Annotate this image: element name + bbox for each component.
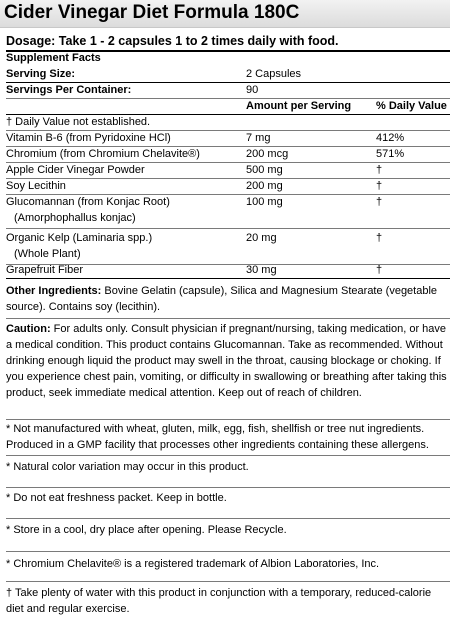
- title-bar: [0, 0, 450, 28]
- ingredient-dv: †: [376, 232, 383, 244]
- divider: [6, 178, 450, 179]
- ingredient-name: Organic Kelp (Laminaria spp.): [6, 232, 153, 244]
- ingredient-amount: 7 mg: [246, 132, 271, 144]
- facts-heading: Supplement Facts: [6, 52, 101, 64]
- ingredient-amount: 200 mg: [246, 180, 283, 192]
- ingredient-amount: 200 mcg: [246, 148, 289, 160]
- serving-size-label: Serving Size:: [6, 68, 76, 80]
- allergen-note: * Not manufactured with wheat, gluten, milk, egg, fish, shellfish or tree nut ingredients. Produced in a GMP facility that processes other ingredients containing these allergens.: [6, 423, 429, 451]
- ingredient-subname: (Amorphophallus konjac): [14, 212, 136, 224]
- caution-text: For adults only. Consult physician if pregnant/nursing, taking medication, or have a medical condition. This product contains Glucomannan. Take as recommended. Without drinking enough liquid the product may swell in the throat, causing blockage or choking. If you experience chest pain, vomiting, or difficulty in swallowing or breathing after taking this product, seek immediate medical attention. Keep out of reach of children.: [6, 323, 447, 399]
- divider: [6, 419, 450, 420]
- ingredient-dv: †: [376, 264, 383, 276]
- trademark-note: * Chromium Chelavite® is a registered trademark of Albion Laboratories, Inc.: [6, 558, 380, 570]
- divider: [6, 130, 450, 131]
- servings-value: 90: [246, 84, 259, 96]
- ingredient-amount: 100 mg: [246, 196, 283, 208]
- caution-block: [6, 321, 448, 401]
- other-ingredients: [6, 283, 448, 315]
- dosage-instructions: Dosage: Take 1 - 2 capsules 1 to 2 times daily with food.: [6, 34, 339, 48]
- divider: [6, 455, 450, 456]
- ingredient-dv: †: [376, 180, 383, 192]
- product-title: Cider Vinegar Diet Formula 180C: [4, 2, 300, 23]
- divider: [6, 114, 450, 115]
- freshness-packet-note: * Do not eat freshness packet. Keep in bottle.: [6, 492, 227, 504]
- divider: [6, 228, 450, 229]
- caution-label: Caution:: [6, 323, 51, 335]
- divider: [6, 82, 450, 83]
- ingredient-dv: †: [376, 164, 383, 176]
- ingredient-name: Chromium (from Chromium Chelavite®): [6, 148, 200, 160]
- ingredient-name: Grapefruit Fiber: [6, 264, 84, 276]
- divider: [6, 98, 450, 99]
- divider: [6, 264, 450, 265]
- ingredient-dv: †: [376, 196, 383, 208]
- ingredient-dv: 571%: [376, 148, 405, 160]
- other-ingredients-label: Other Ingredients:: [6, 285, 102, 297]
- dv-column-header: % Daily Value: [376, 100, 447, 112]
- ingredient-name: Vitamin B-6 (from Pyridoxine HCl): [6, 132, 171, 144]
- divider: [6, 318, 450, 319]
- divider: [6, 162, 450, 163]
- color-variation-note: * Natural color variation may occur in this product.: [6, 461, 249, 473]
- divider: [6, 518, 450, 519]
- serving-size-value: 2 Capsules: [246, 68, 302, 80]
- amount-column-header: Amount per Serving: [246, 100, 352, 112]
- ingredient-name: Glucomannan (from Konjac Root): [6, 196, 170, 208]
- ingredient-dv: 412%: [376, 132, 405, 144]
- servings-label: Servings Per Container:: [6, 84, 132, 96]
- ingredient-amount: 20 mg: [246, 232, 277, 244]
- divider: [6, 487, 450, 488]
- divider: [6, 551, 450, 552]
- ingredient-name: Soy Lecithin: [6, 180, 66, 192]
- divider: [6, 146, 450, 147]
- ingredient-amount: 30 mg: [246, 264, 277, 276]
- divider: [6, 194, 450, 195]
- divider: [6, 581, 450, 582]
- water-diet-note: † Take plenty of water with this product in conjunction with a temporary, reduced-calorie diet and regular exercise.: [6, 587, 432, 615]
- dv-note: † Daily Value not established.: [6, 116, 151, 128]
- ingredient-subname: (Whole Plant): [14, 248, 81, 260]
- ingredient-name: Apple Cider Vinegar Powder: [6, 164, 145, 176]
- ingredient-amount: 500 mg: [246, 164, 283, 176]
- divider: [6, 278, 450, 279]
- other-ingredients-text: Bovine Gelatin (capsule), Silica and Magnesium Stearate (vegetable source). Contains soy (lecithin).: [6, 285, 438, 313]
- storage-note: * Store in a cool, dry place after opening. Please Recycle.: [6, 524, 287, 536]
